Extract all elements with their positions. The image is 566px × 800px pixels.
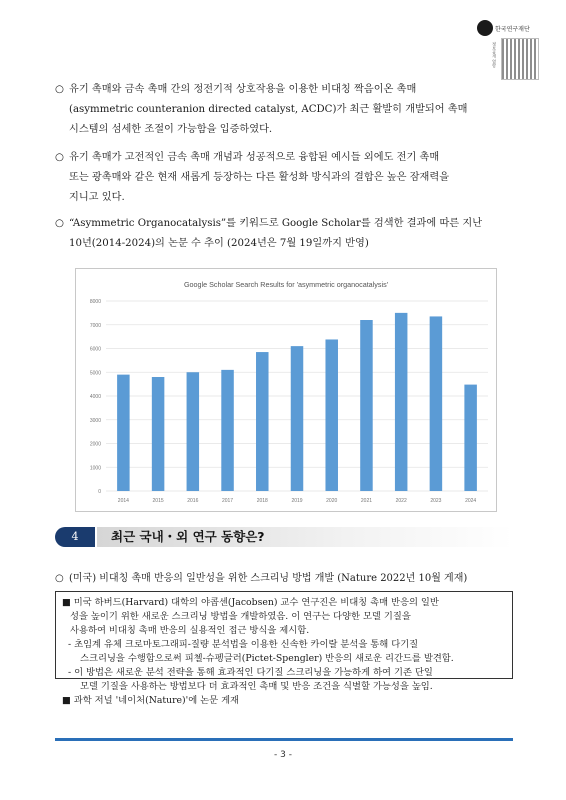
box-line: - 초임계 유체 크로마토그래피-질량 분석법을 이용한 신속한 카이랄 분석을 통해 다기질 (68, 639, 419, 650)
section-header (55, 527, 513, 549)
scholar-chart (75, 268, 497, 512)
news-item (55, 569, 467, 584)
nrf-logo (477, 20, 493, 36)
paragraph-line: 10년(2014-2024)의 논문 수 추이 (2024년은 7월 19일까지 반영) (69, 238, 369, 249)
bar (291, 346, 304, 491)
org-name: 한국연구재단 (495, 26, 530, 33)
x-tick-label: 2020 (326, 498, 338, 504)
paragraph-scholar (55, 214, 513, 254)
paragraph-line: 시스템의 섬세한 조절이 가능함을 입증하였다. (69, 124, 273, 135)
bar (256, 352, 269, 491)
box-line: 스크리닝을 수행함으로써 피첼-슈펭글러(Pictet-Spengler) 반응의 새로운 리간드를 발견함. (80, 653, 454, 664)
paragraph-line: 유기 촉매가 고전적인 금속 촉매 개념과 성공적으로 융합된 예시들 외에도 전기 촉매 (69, 152, 440, 163)
x-tick-label: 2024 (465, 498, 477, 504)
paragraph-line: 유기 촉매와 금속 촉매 간의 정전기적 상호작용을 이용한 비대칭 짝음이온 촉매 (69, 84, 417, 95)
paragraph-acdc (55, 80, 513, 140)
box-line: ■ 과학 저널 '네이처(Nature)'에 논문 게재 (62, 695, 240, 706)
y-tick-label: 0 (98, 489, 101, 495)
box-line: - 이 방법은 새로운 분석 전략을 통해 효과적인 다기질 스크리닝을 가능하게 하여 기존 단일 (68, 667, 433, 678)
bar (221, 370, 234, 491)
bar (395, 313, 408, 491)
x-tick-label: 2022 (395, 498, 407, 504)
y-tick-label: 6000 (89, 346, 101, 353)
y-tick-label: 7000 (89, 322, 101, 329)
circle-bullet-icon: ○ (55, 152, 64, 163)
chart-svg (76, 269, 496, 511)
circle-bullet-icon: ○ (55, 84, 64, 95)
paragraph-line: (asymmetric counteranion directed catalyst, ACDC)가 최근 활발히 개발되어 촉매 (69, 104, 468, 115)
bar (360, 320, 373, 491)
paragraph-line: “Asymmetric Organocatalysis”를 키워드로 Google Scholar를 검색한 결과에 따른 지난 (69, 218, 483, 229)
x-tick-label: 2014 (117, 498, 129, 504)
footer-divider (55, 738, 513, 741)
box-line: ■ 미국 하버드(Harvard) 대학의 야콥센(Jacobsen) 교수 연구진은 비대칭 촉매 반응의 일반 (62, 597, 439, 608)
y-tick-label: 3000 (89, 417, 101, 424)
circle-bullet-icon: ○ (55, 218, 64, 229)
qr-side-text: 정보공개 열람 (492, 42, 497, 68)
circle-bullet-icon: ○ (55, 573, 64, 584)
x-tick-label: 2019 (291, 498, 303, 504)
x-tick-label: 2016 (187, 498, 199, 504)
summary-box (55, 591, 513, 706)
x-tick-label: 2018 (256, 498, 268, 504)
box-line: 성을 높이기 위한 새로운 스크리닝 방법을 개발하였음. 이 연구는 다양한 모델 기질을 (70, 611, 411, 622)
x-tick-label: 2021 (360, 498, 373, 504)
section-number: 4 (55, 527, 95, 547)
box-line: 모델 기질을 사용하는 방법보다 더 효과적인 촉매 및 반응 조건을 식별할 가능성을 높임. (80, 681, 433, 692)
box-line: 사용하여 비대칭 촉매 반응의 실용적인 접근 방식을 제시함. (70, 625, 310, 636)
bar (430, 316, 443, 491)
x-tick-label: 2017 (221, 498, 234, 504)
page-number: - 3 - (274, 750, 292, 760)
header-logo-block (477, 12, 537, 82)
x-tick-label: 2015 (152, 498, 164, 504)
bar (325, 339, 338, 491)
bar (152, 377, 165, 491)
y-tick-label: 4000 (89, 394, 101, 400)
chart-title: Google Scholar Search Results for 'asymmetric organocatalysis' (183, 280, 389, 289)
paragraph-line: 또는 광촉매와 같은 현재 새롭게 등장하는 다른 활성화 방식과의 결합은 높은 잠재력을 (69, 172, 450, 183)
section-title: 최근 국내・외 연구 동향은? (111, 529, 265, 544)
paragraph-fusion (55, 148, 513, 208)
bar (117, 375, 130, 491)
y-tick-label: 1000 (89, 465, 101, 472)
paragraph-line: 지니고 있다. (69, 192, 125, 203)
y-tick-label: 2000 (89, 441, 101, 448)
qr-code-icon (501, 38, 539, 80)
y-tick-label: 8000 (89, 299, 101, 305)
bar (464, 385, 477, 491)
y-tick-label: 5000 (89, 370, 101, 377)
bar (187, 372, 200, 491)
x-tick-label: 2023 (430, 498, 442, 504)
news-text: (미국) 비대칭 촉매 반응의 일반성을 위한 스크리닝 방법 개발 (Nature 2022년 10월 게재) (69, 573, 468, 584)
